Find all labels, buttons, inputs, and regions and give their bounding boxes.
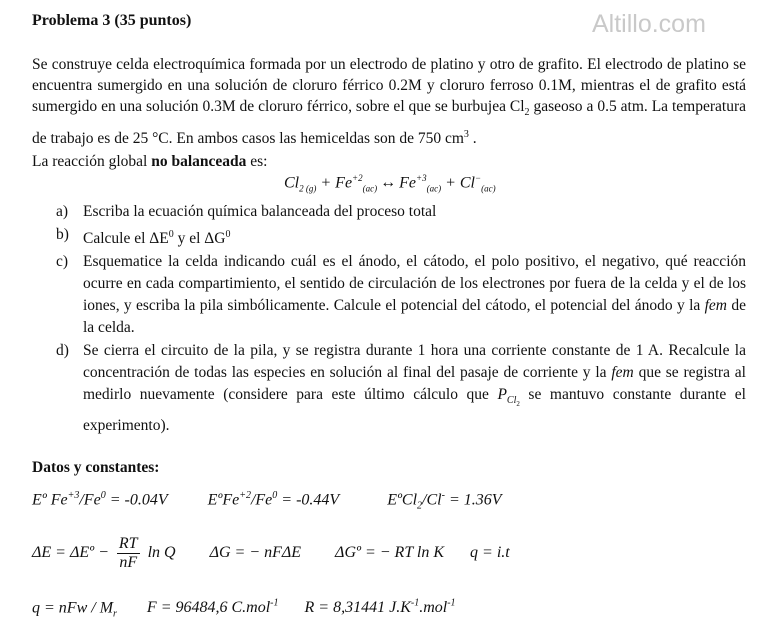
eq-cl-sub: (ac) xyxy=(481,183,496,194)
eq-cl2: Cl xyxy=(284,174,300,192)
fem-term: fem xyxy=(704,297,728,315)
pressure-subscript xyxy=(506,395,520,409)
faraday-constant-sup: -1 xyxy=(270,598,279,609)
faraday-constant-value: F = 96484,6 C.mol xyxy=(146,599,271,617)
nernst-denominator: nF xyxy=(119,554,138,571)
e-cl2-cl xyxy=(387,490,501,512)
question-text: Esquematice la celda indicando cuál es el ánodo, el cátodo, el polo positivo, el negativo, qué reacción ocurre en cada compartimiento, el sentido de circulación de los electrones por fuera de la celda y el de los iones, y escriba la pila simbólicamente. Calcule el potencial del cátodo, el potencial del ánodo y la xyxy=(83,253,746,315)
intro-text-end: . xyxy=(468,129,477,147)
delta-e-sup: 0 xyxy=(168,229,174,240)
global-reaction-equation xyxy=(284,173,496,194)
eq-cl2-sub: 2 (g) xyxy=(299,183,317,194)
e2-c: = -0.44V xyxy=(277,491,340,509)
reaction-label-bold: no balanceada xyxy=(151,153,247,170)
faraday-law: q = nFw / M xyxy=(32,599,114,617)
standard-potentials-row xyxy=(32,490,502,512)
watermark-logo: Altillo.com xyxy=(592,10,706,38)
question-text: Escriba la ecuación química balanceada del proceso total xyxy=(83,203,437,220)
question-text-end: se mantuvo constante durante el experimento). xyxy=(83,386,746,435)
eq-plus-2: + xyxy=(441,174,460,192)
eq-fe3-sub: (ac) xyxy=(426,183,442,194)
e1-sup2: 0 xyxy=(100,490,106,501)
question-letter: b) xyxy=(56,226,69,243)
problem-title: Problema 3 (35 puntos) xyxy=(32,12,192,29)
e1-b: /Fe xyxy=(79,491,101,509)
eq-cl: Cl xyxy=(459,174,475,192)
constants-title: Datos y constantes: xyxy=(32,459,160,476)
volume-superscript: 3 xyxy=(463,128,469,140)
eq-plus-1: + xyxy=(316,174,336,192)
e3-b: /Cl xyxy=(422,491,442,509)
constants-row xyxy=(32,598,456,620)
e3-sub: 2 xyxy=(417,500,423,512)
delta-g-sup: 0 xyxy=(225,229,231,240)
reaction-label-end: es: xyxy=(246,153,268,170)
question-letter: d) xyxy=(56,342,69,360)
eq-fe2-sup: +2 xyxy=(352,173,363,183)
question-list xyxy=(56,201,746,438)
question-letter: a) xyxy=(56,203,69,220)
question-text-end: de la celda. xyxy=(83,297,746,337)
e2-a: EºFe xyxy=(207,491,240,509)
e3-c: = 1.36V xyxy=(444,491,502,509)
gas-constant-mid: .mol xyxy=(419,599,448,617)
gas-constant-sup1: -1 xyxy=(410,598,420,609)
eq-fe3: Fe xyxy=(399,174,416,192)
pressure-symbol: P xyxy=(497,386,507,404)
e2-b: /Fe xyxy=(250,491,273,509)
nernst-numerator: RT xyxy=(118,535,138,552)
gas-constant-value: R = 8,31441 J.K xyxy=(304,599,411,617)
faraday-law-sub: r xyxy=(113,608,117,620)
e1-a: Eº Fe xyxy=(32,491,68,509)
question-item-c xyxy=(56,251,746,339)
faraday-constant xyxy=(147,599,279,616)
question-item-d xyxy=(56,340,746,437)
e2-sup2: 0 xyxy=(272,490,278,501)
question-item-a xyxy=(56,201,746,223)
gas-constant xyxy=(305,599,456,616)
pressure-sub-2: 2 xyxy=(516,400,520,409)
reaction-label-start: La reacción global xyxy=(32,153,152,170)
problem-statement xyxy=(32,54,746,149)
eq-fe3-sup: +3 xyxy=(416,173,427,183)
gas-constant-sup2: -1 xyxy=(447,598,456,609)
e3-sup: - xyxy=(441,490,445,501)
e-fe3-fe xyxy=(32,490,168,509)
e1-c: = -0.04V xyxy=(105,491,168,509)
question-text: Calcule el ΔE xyxy=(83,230,169,248)
question-letter: c) xyxy=(56,253,69,271)
nernst-fraction xyxy=(117,535,140,572)
equations-row xyxy=(32,535,510,572)
question-item-b xyxy=(56,224,746,250)
cl2-subscript: 2 xyxy=(524,107,530,119)
e2-sup1: +2 xyxy=(239,490,251,501)
eq-fe2: Fe xyxy=(335,174,353,192)
question-text: Se cierra el circuito de la pila, y se registra durante 1 hora una corriente constante de 1 A. Recalcule la concentración de todas las especies en solución al final del pasaje de corriente y la xyxy=(83,342,746,382)
intro-text-1: Se construye celda electroquímica formada por un electrodo de platino y otro de grafito. El electrodo de platino se encuentra sumergido en una solución de cloruro férrico 0.2M y cloruro ferroso 0.1M, mientras el de grafito está sumergido en una solución 0.3M de cloruro férrico, sobre el que se burbujea Cl xyxy=(32,56,746,116)
nernst-lhs: ΔE = ΔEº − xyxy=(32,544,113,562)
pressure-sub-cl: Cl xyxy=(506,395,517,407)
fem-term: fem xyxy=(611,364,634,382)
question-text-mid: y el ΔG xyxy=(173,230,226,248)
e1-sup1: +3 xyxy=(67,490,80,501)
question-text-mid: que se registra al medirlo nuevamente (considere para este último cálculo que xyxy=(83,364,746,404)
e-fe2-fe xyxy=(208,490,340,509)
charge-equation: q = i.t xyxy=(470,544,510,562)
delta-g0-equation: ΔGº = − RT ln K xyxy=(335,544,445,562)
reaction-label xyxy=(32,153,267,171)
delta-g-equation: ΔG = − nFΔE xyxy=(209,544,302,562)
eq-arrow: ↔ xyxy=(380,174,397,192)
intro-text-2: gaseoso a 0.5 atm. La temperatura de trabajo es de 25 °C. En ambos casos las hemiceldas son de 750 cm xyxy=(32,98,746,147)
eq-fe2-sub: (ac) xyxy=(362,183,378,194)
eq-cl-sup: − xyxy=(475,173,482,183)
nernst-rhs: ln Q xyxy=(143,544,176,562)
e3-a: EºCl xyxy=(387,491,418,509)
